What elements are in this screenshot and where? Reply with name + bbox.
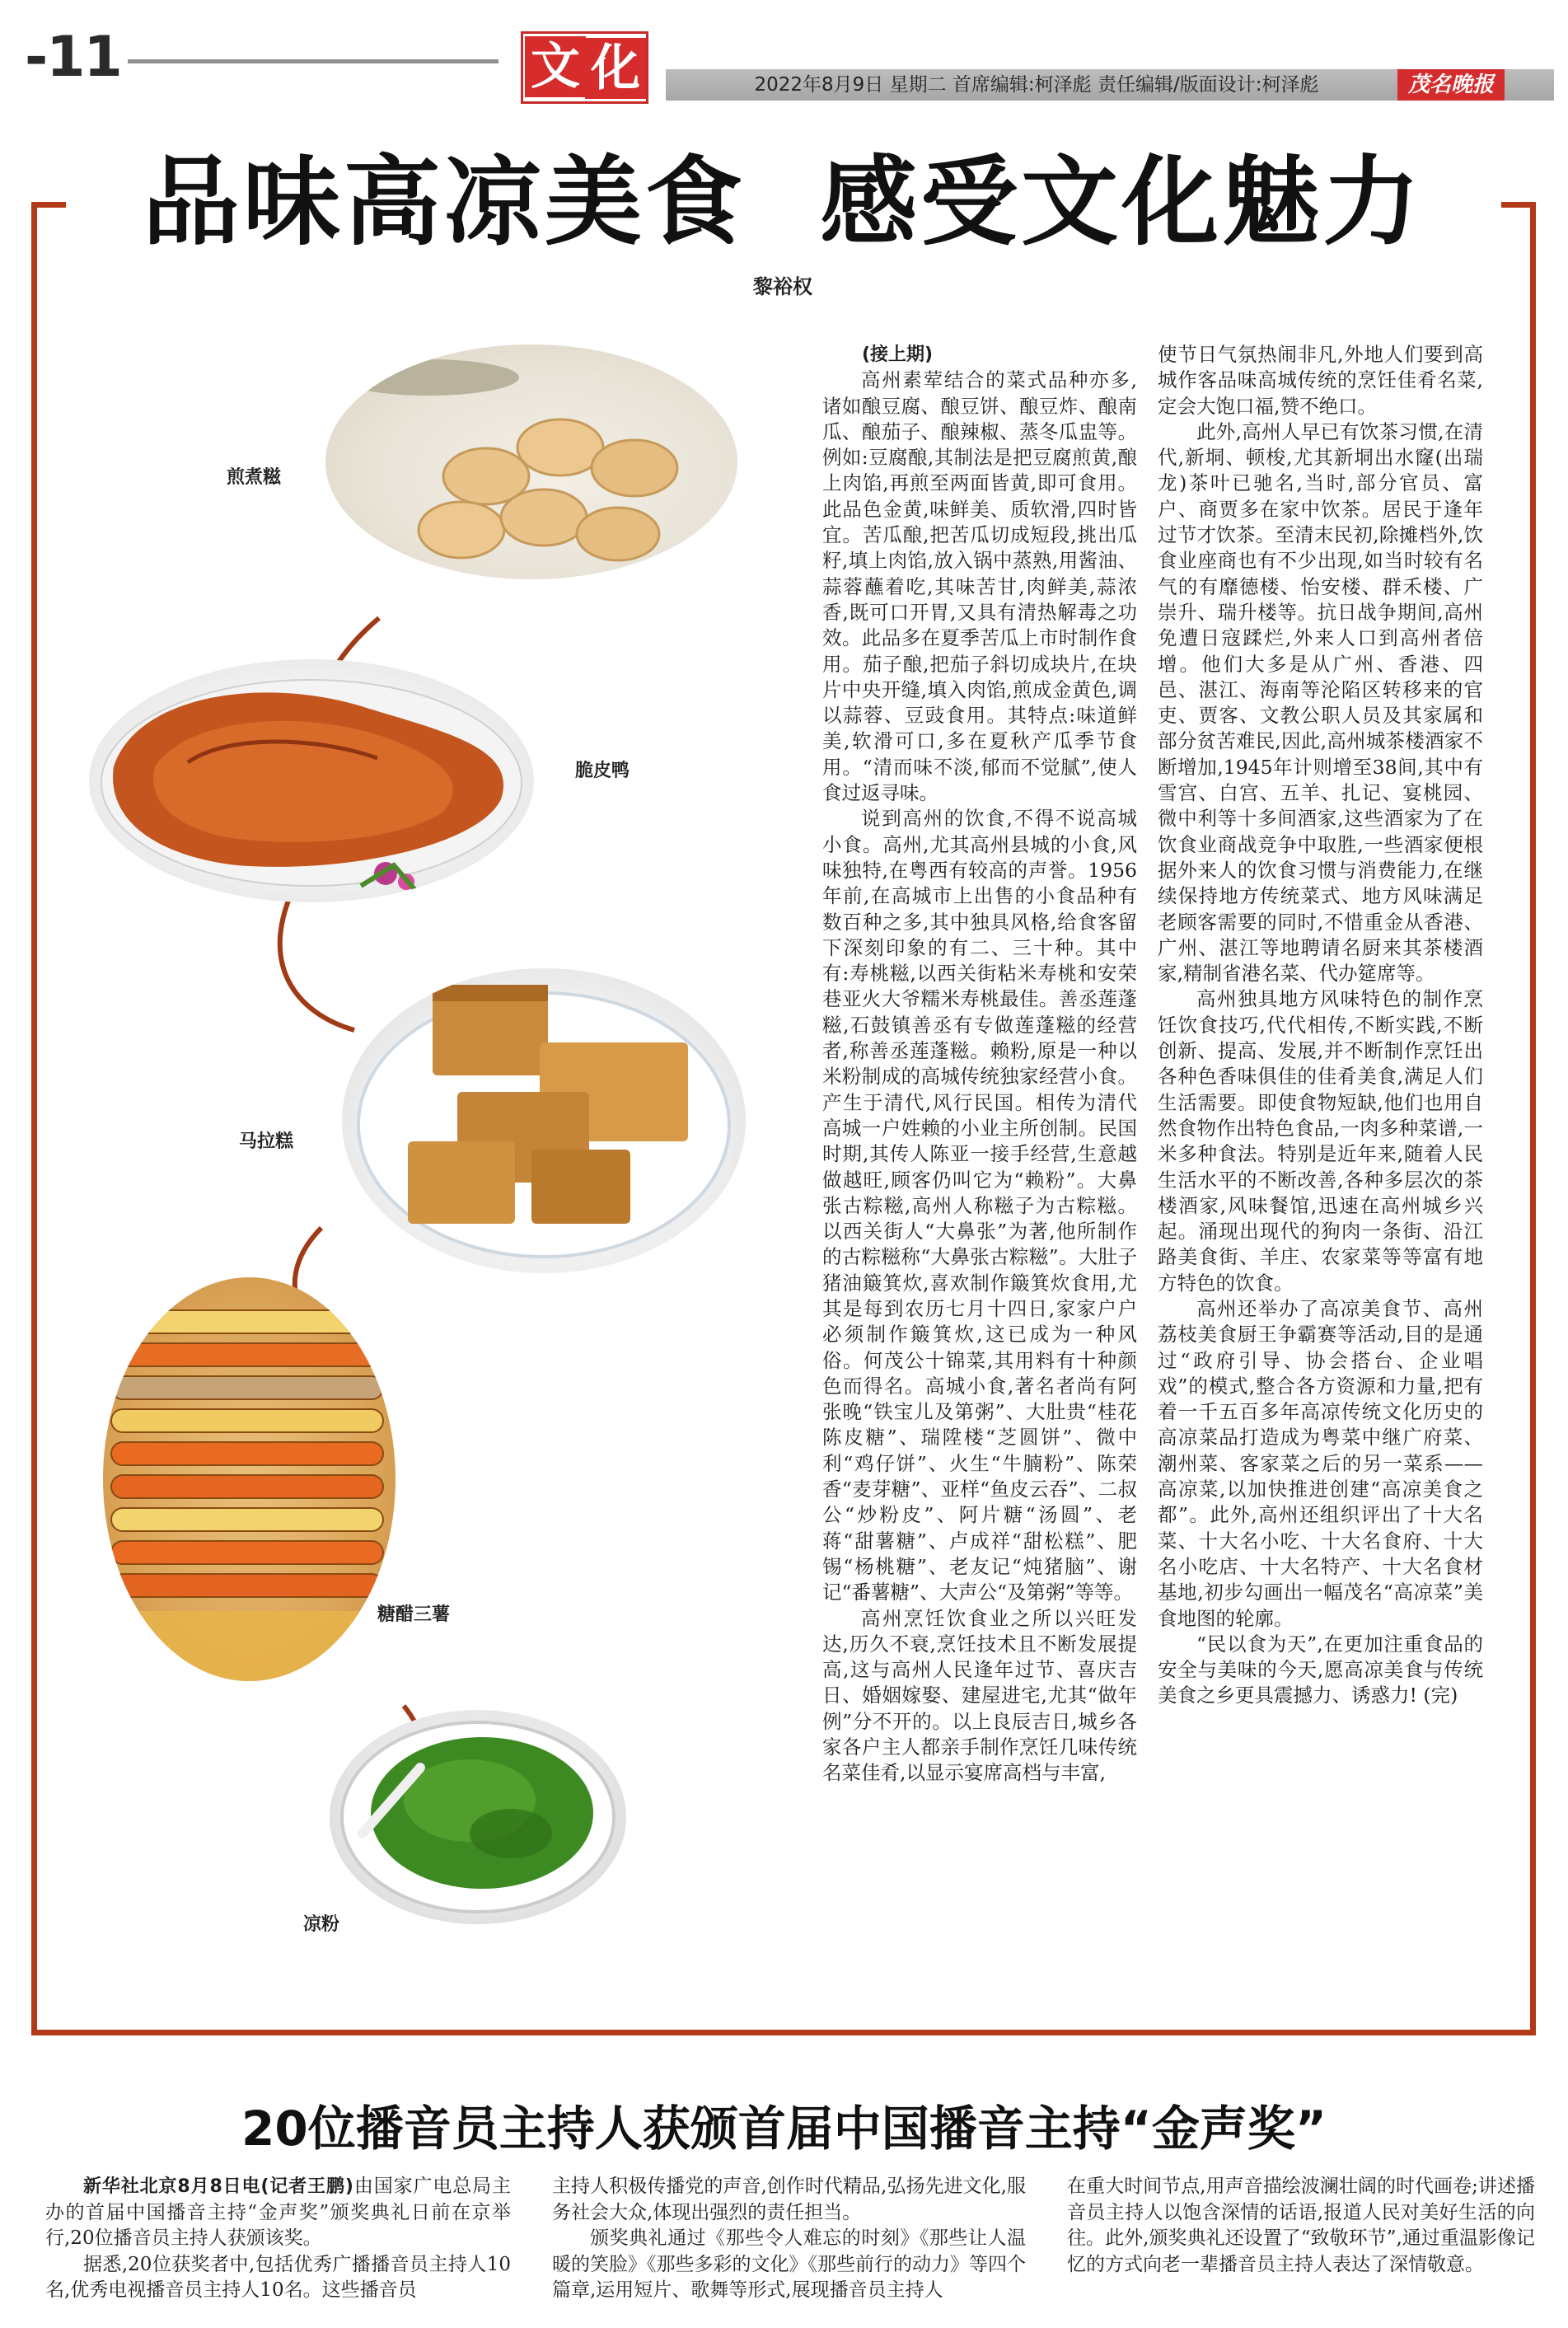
sweet-sour-potatoes-photo bbox=[103, 1277, 396, 1681]
article-paragraph: 高州还举办了高凉美食节、高州荔枝美食厨王争霸赛等活动,目的是通过“政府引导、协会搭台、企业唱戏”的模式,整合各方资源和力量,把有着一千五百多年高凉传统文化历史的高凉菜品打造成为粤菜中继广府菜、潮州菜、客家菜之后的另一菜系——高凉菜,以加快推进创建“高凉美食之都”。此外,高州还组织评出了十大名菜、十大名小吃、十大名食府、十大名小吃店、十大名特产、十大名食材基地,初步勾画出一幅茂名“高凉菜”美食地图的轮廓。 bbox=[1158, 1296, 1483, 1630]
malay-cake-photo bbox=[342, 968, 746, 1273]
grass-jelly-illustration bbox=[330, 1710, 626, 1924]
article-paragraph: 使节日气氛热闹非凡,外地人们要到高城作客品味高城传统的烹饪佳肴名菜,定会大饱口福,赞不绝口。 bbox=[1158, 343, 1483, 418]
roast-duck-illustration bbox=[89, 659, 534, 902]
article-column-2 bbox=[1158, 342, 1483, 1709]
news-column-1 bbox=[45, 2174, 511, 2304]
dumplings-illustration bbox=[325, 344, 737, 579]
article-paragraph: 高州素荤结合的菜式品种亦多,诸如酿豆腐、酿豆饼、酿豆炸、酿南瓜、酿茄子、酿辣椒、蒸冬瓜盅等。例如:豆腐酿,其制法是把豆腐煎黄,酿上肉馅,再煎至两面皆黄,即可食用。此品色金黄,味鲜美、质软滑,四时皆宜。苦瓜酿,把苦瓜切成短段,挑出瓜籽,填上肉馅,放入锅中蒸熟,用酱油、蒜蓉蘸着吃,其味苦甘,肉鲜美,蒜浓香,既可口开胃,又具有清热解毒之功效。此品多在夏季苦瓜上市时制作食用。茄子酿,把茄子斜切成块片,在块片中央开缝,填入肉馅,煎成金黄色,调以蒜蓉、豆豉食用。其特点:味道鲜美,软滑可口,多在夏秋产瓜季节食用。“清而味不淡,郁而不觉腻”,使人食过返寻味。 bbox=[822, 368, 1137, 805]
news-dateline: 新华社北京8月8日电(记者王鹏) bbox=[83, 2176, 353, 2197]
label-malay-cake: 马拉糕 bbox=[239, 1131, 294, 1152]
news-headline: 20位播音员主持人获颁首届中国播音主持“金声奖” bbox=[241, 2101, 1327, 2157]
label-dumplings: 煎煮糍 bbox=[227, 467, 282, 488]
news-column-3 bbox=[1067, 2174, 1535, 2278]
news-text: 由国家广电总局主办的首届中国播音主持“金声奖”颁奖典礼日前在京举行,20位播音员主持人获颁该奖。 bbox=[45, 2176, 512, 2249]
header-meta-text: 2022年8月9日 星期二 首席编辑:柯泽彪 责任编辑/版面设计:柯泽彪 bbox=[754, 74, 1319, 96]
page-number: -11 bbox=[25, 25, 121, 90]
news-paragraph: 据悉,20位获奖者中,包括优秀广播播音员主持人10名,优秀电视播音员主持人10名。这些播音员 bbox=[45, 2253, 511, 2301]
roast-duck-photo bbox=[89, 659, 534, 902]
sweet-sour-potatoes-illustration bbox=[103, 1277, 396, 1681]
article-paragraph: 高州独具地方风味特色的制作烹饪饮食技巧,代代相传,不断实践,不断创新、提高、发展,并不断制作烹饪出各种色香味俱佳的佳肴美食,满足人们生活需要。即使食物短缺,他们也用自然食物作出特色食品,一肉多种菜谱,一米多种食法。特别是近年来,随着人民生活水平的不断改善,各种多层次的茶楼酒家,风味餐馆,迅速在高州城乡兴起。涌现出现代的狗肉一条街、沿江路美食街、羊庄、农家菜等等富有地方特色的饮食。 bbox=[1158, 987, 1483, 1295]
header-rule-left bbox=[128, 59, 498, 63]
article-paragraph: “民以食为天”,在更加注重食品的安全与美味的今天,愿高凉美食与传统美食之乡更具震撼力、诱惑力! (完) bbox=[1158, 1632, 1483, 1707]
news-column-2 bbox=[552, 2174, 1026, 2304]
label-roast-duck: 脆皮鸭 bbox=[575, 761, 630, 781]
article-paragraph: 高州烹饪饮食业之所以兴旺发达,历久不衰,烹饪技术且不断发展提高,这与高州人民逢年过节、喜庆吉日、婚姻嫁娶、建屋进宅,尤其“做年例”分不开的。以上良辰吉日,城乡各家各户主人都亲手制作烹饪几味传统名菜佳肴,以显示宴席高档与丰富, bbox=[822, 1606, 1137, 1785]
section-badge bbox=[521, 31, 648, 104]
grass-jelly-photo bbox=[330, 1710, 626, 1924]
section-char-2: 化 bbox=[585, 38, 646, 99]
article-headline: 品味高凉美食 感受文化魅力 bbox=[142, 145, 1424, 259]
article-paragraph: 说到高州的饮食,不得不说高城小食。高州,尤其高州县城的小食,风味独特,在粤西有较高的声誉。1956年前,在高城市上出售的小食品种有数百种之多,其中独具风格,给食客留下深刻印象的有二、三十种。其中有:寿桃糍,以西关街粘米寿桃和安荣巷亚火大爷糯米寿桃最佳。善丞莲蓬糍,石鼓镇善丞有专做莲蓬糍的经营者,称善丞莲蓬糍。赖粉,原是一种以米粉制成的高城传统独家经营小食。产生于清代,风行民国。相传为清代高城一户姓赖的小业主所创制。民国时期,其传人陈亚一接手经营,生意越做越旺,顾客仍叫它为“赖粉”。大鼻张古粽糍,高州人称糍子为古粽糍。以西关街人“大鼻张”为著,他所制作的古粽糍称“大鼻张古粽糍”。大肚子猪油簸箕炊,喜欢制作簸箕炊食用,尤其是每到农历七月十四日,家家户户必须制作簸箕炊,这已成为一种风俗。何茂公十锦菜,其用料有十种颜色而得名。高城小食,著名者尚有阿张晚“铁宝儿及第粥”、大肚贵“桂花陈皮糖”、瑞陞楼“芝圆饼”、微中利“鸡仔饼”、火生“牛腩粉”、陈荣香“麦芽糖”、亚样“鱼皮云吞”、二叔公“炒粉皮”、阿片糖“汤圆”、老蒋“甜薯糖”、卢成祥“甜松糕”、肥锡“杨桃糖”、老友记“炖猪脑”、谢记“番薯糖”、大声公“及第粥”等等。 bbox=[822, 807, 1137, 1604]
label-grass-jelly: 凉粉 bbox=[303, 1914, 340, 1935]
newspaper-logo: 茂名晚报 bbox=[1397, 69, 1505, 101]
article-paragraph: 此外,高州人早已有饮茶习惯,在清代,新垌、顿梭,尤其新垌出水窿(出瑞龙)茶叶已驰名,当时,部分官员、富户、商贾多在家中饮茶。居民于逢年过节才饮茶。至清末民初,除摊档外,饮食业座商也有不少出现,如当时较有名气的有靡德楼、怡安楼、群禾楼、广崇升、瑞升楼等。抗日战争期间,高州免遭日寇蹂烂,外来人口到高州者倍增。他们大多是从广州、香港、四邑、湛江、海南等沦陷区转移来的官吏、贾客、文教公职人员及其家属和部分贫苦难民,因此,高州城茶楼酒家不断增加,1945年计则增至38间,其中有雪宫、白宫、五羊、扎记、宴桃园、微中利等十多间酒家,这些酒家为了在饮食业商战竞争中取胜,一些酒家便根据外来人的饮食习惯与消费能力,在继续保持地方传统菜式、地方风味满足老顾客需要的同时,不惜重金从香港、广州、湛江等地聘请名厨来其茶楼酒家,精制省港名菜、代办筵席等。 bbox=[1158, 419, 1483, 986]
dumplings-photo bbox=[325, 344, 737, 579]
article-column-1 bbox=[822, 342, 1137, 1787]
continued-tag: (接上期) bbox=[862, 344, 934, 365]
malay-cake-illustration bbox=[342, 968, 746, 1273]
news-paragraph: 颁奖典礼通过《那些令人难忘的时刻》《那些让人温暖的笑脸》《那些多彩的文化》《那些前行的动力》等四个篇章,运用短片、歌舞等形式,展现播音员主持人 bbox=[552, 2227, 1026, 2301]
news-paragraph: 主持人积极传播党的声音,创作时代精品,弘扬先进文化,服务社会大众,体现出强烈的责任担当。 bbox=[552, 2176, 1026, 2223]
news-paragraph: 在重大时间节点,用声音描绘波澜壮阔的时代画卷;讲述播音员主持人以饱含深情的话语,报道人民对美好生活的向往。此外,颁奖典礼还设置了“致敬环节”,通过重温影像记忆的方式向老一辈播音员主持人表达了深情敬意。 bbox=[1067, 2176, 1535, 2275]
section-char-1: 文 bbox=[525, 36, 586, 97]
article-byline: 黎裕权 bbox=[753, 275, 812, 298]
label-sweet-sour-potatoes: 糖醋三薯 bbox=[377, 1604, 451, 1625]
